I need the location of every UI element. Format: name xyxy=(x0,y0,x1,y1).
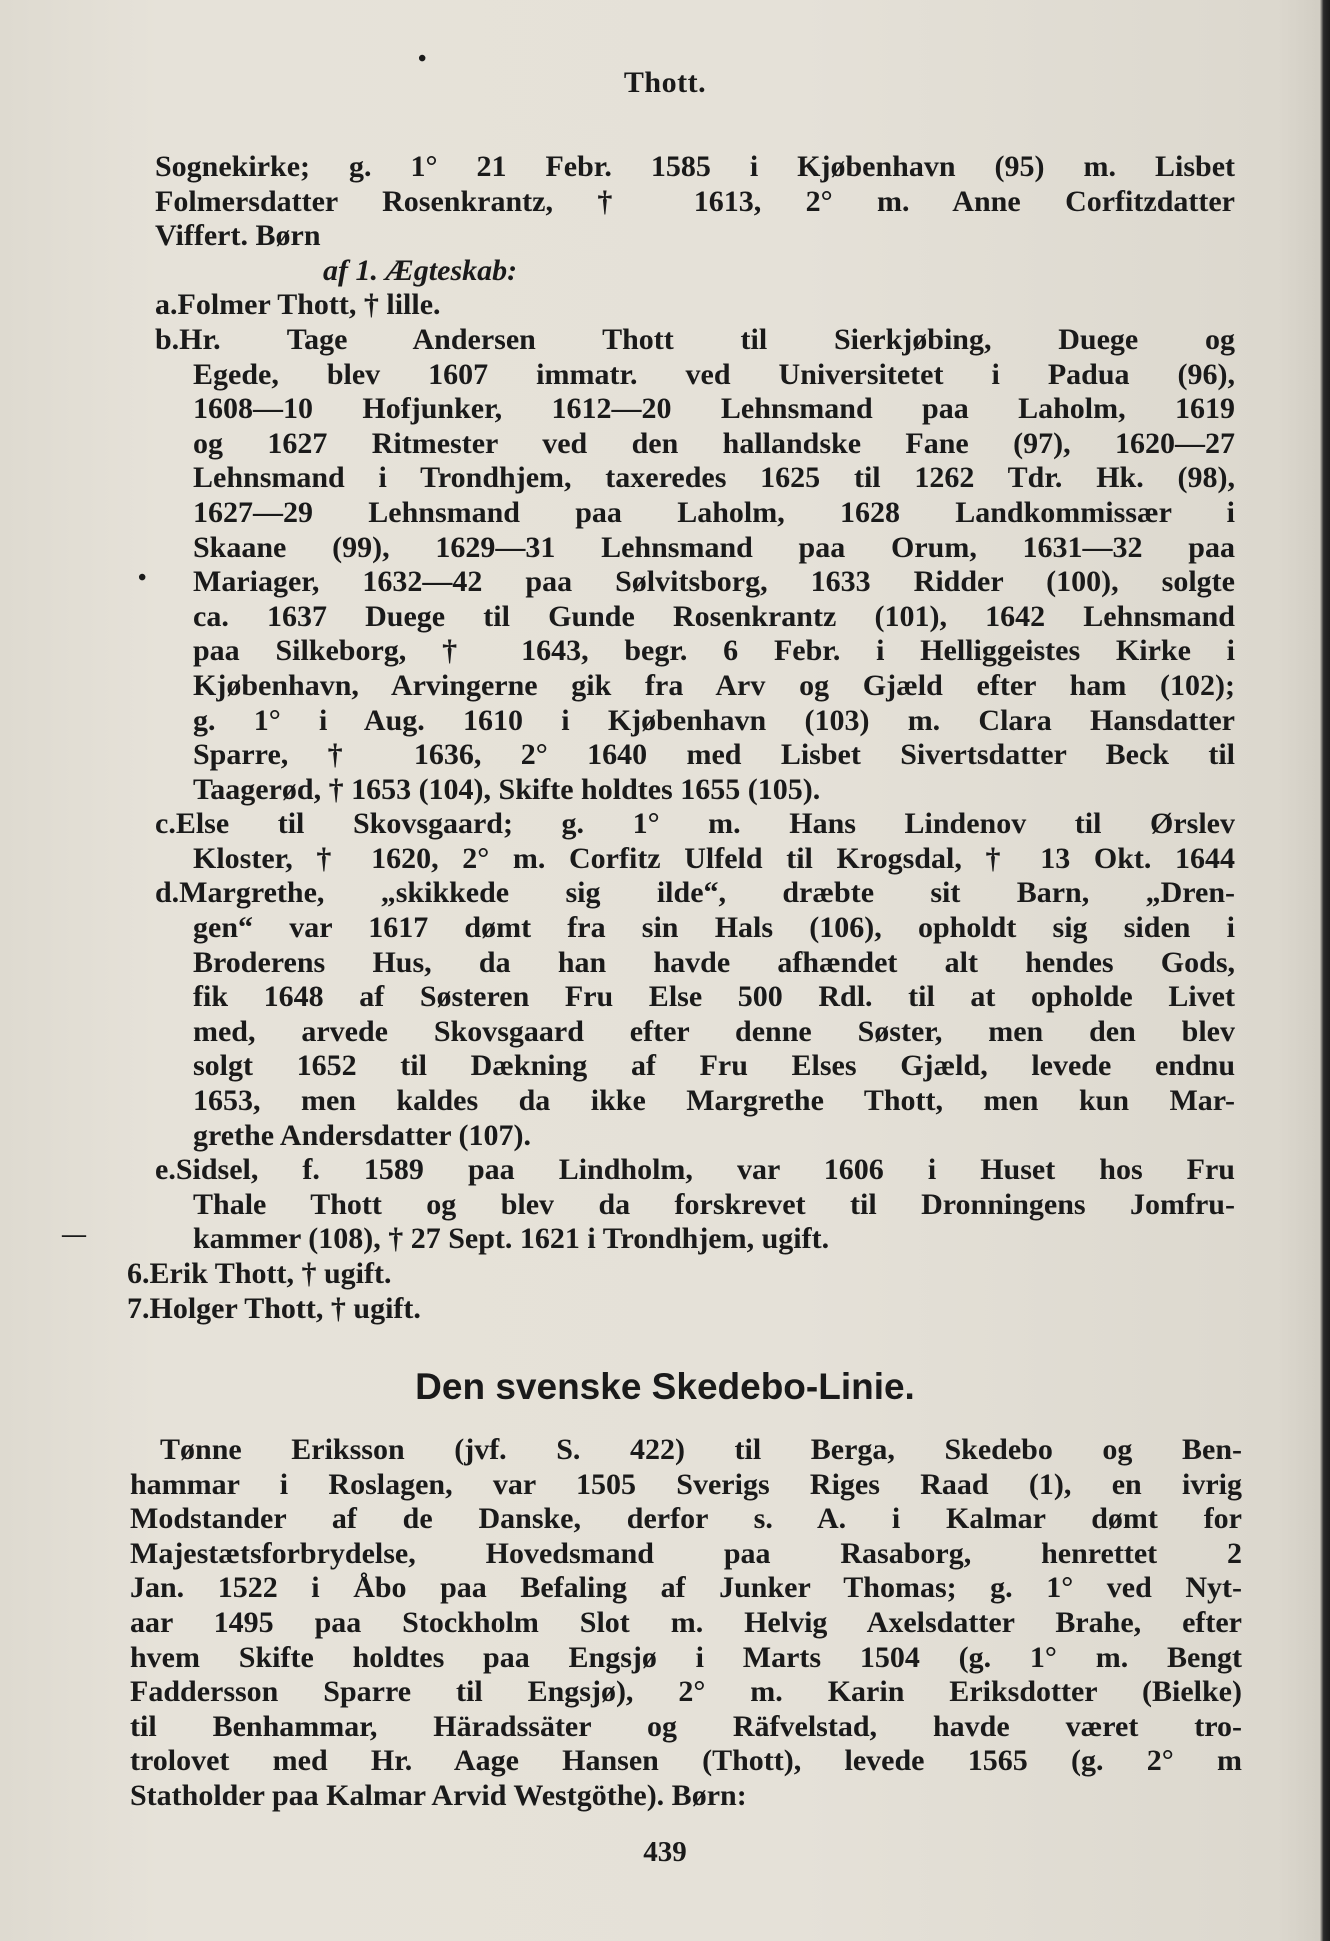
paragraph-line: Faddersson Sparre til Engsjø), 2° m. Karin Eriksdotter (Bielke) xyxy=(130,1675,1242,1709)
child-entry-line: Egede, blev 1607 immatr. ved Universitetet i Padua (96), xyxy=(193,357,1235,391)
child-entry-line: Taagerød, † 1653 (104), Skifte holdtes 1655 (105). xyxy=(193,772,821,806)
upper-text-block xyxy=(127,150,1235,1326)
child-entry-line: Sparre, † 1636, 2° 1640 med Lisbet Sivertsdatter Beck til xyxy=(193,738,1235,772)
intro-line: Viffert. Børn xyxy=(155,219,321,253)
margin-dash: — xyxy=(62,1222,86,1248)
marriage-subheading: af 1. Ægteskab: xyxy=(323,253,518,287)
paragraph-line: aar 1495 paa Stockholm Slot m. Helvig Axelsdatter Brahe, efter xyxy=(130,1605,1242,1639)
child-entry-line: kammer (108), † 27 Sept. 1621 i Trondhjem, ugift. xyxy=(193,1222,830,1256)
child-entry-line: 1653, men kaldes da ikke Margrethe Thott, men kun Mar- xyxy=(193,1084,1235,1118)
child-entry-line: Skaane (99), 1629—31 Lehnsmand paa Orum, 1631—32 paa xyxy=(193,530,1235,564)
child-entry-line: a.Folmer Thott, † lille. xyxy=(155,288,441,322)
paragraph-line: til Benhammar, Häradssäter og Räfvelstad, havde været tro- xyxy=(130,1709,1242,1743)
paragraph-line: Majestætsforbrydelse, Hovedsmand paa Rasaborg, henrettet 2 xyxy=(130,1536,1242,1570)
child-entry-line: Kloster, † 1620, 2° m. Corfitz Ulfeld til Krogsdal, † 13 Okt. 1644 xyxy=(193,841,1235,875)
paragraph-line: Statholder paa Kalmar Arvid Westgöthe). Børn: xyxy=(130,1778,747,1812)
lower-paragraph xyxy=(130,1433,1242,1814)
paragraph-line: Modstander af de Danske, derfor s. A. i Kalmar dømt for xyxy=(130,1502,1242,1536)
child-entry-line: Thale Thott og blev da forskrevet til Dronningens Jomfru- xyxy=(193,1187,1235,1221)
child-entry-line: solgt 1652 til Dækning af Fru Elses Gjæld, levede endnu xyxy=(193,1049,1235,1083)
child-entry-line: med, arvede Skovsgaard efter denne Søster, men den blev xyxy=(193,1014,1235,1048)
page-edge xyxy=(1320,0,1330,1941)
paragraph-line: Tønne Eriksson (jvf. S. 422) til Berga, Skedebo og Ben- xyxy=(160,1433,1242,1466)
child-entry-line: b.Hr. Tage Andersen Thott til Sierkjøbing, Duege og xyxy=(155,322,1235,356)
child-entry-line: Broderens Hus, da han havde afhændet alt hendes Gods, xyxy=(193,945,1235,979)
sibling-entry-line: 7.Holger Thott, † ugift. xyxy=(127,1291,421,1325)
child-entry-line: c.Else til Skovsgaard; g. 1° m. Hans Lindenov til Ørslev xyxy=(155,807,1235,841)
child-entry-line: g. 1° i Aug. 1610 i Kjøbenhavn (103) m. Clara Hansdatter xyxy=(193,703,1235,737)
child-entry-line: grethe Andersdatter (107). xyxy=(193,1118,531,1152)
child-entry-line: gen“ var 1617 dømt fra sin Hals (106), opholdt sig siden i xyxy=(193,911,1235,945)
child-entry-line: d.Margrethe, „skikkede sig ilde“, dræbte sit Barn, „Dren- xyxy=(155,876,1235,910)
paragraph-line: hammar i Roslagen, var 1505 Sverigs Riges Raad (1), en ivrig xyxy=(130,1467,1242,1501)
intro-line: Sognekirke; g. 1° 21 Febr. 1585 i Kjøbenhavn (95) m. Lisbet xyxy=(155,150,1235,183)
child-entry-line: e.Sidsel, f. 1589 paa Lindholm, var 1606 i Huset hos Fru xyxy=(155,1153,1235,1187)
child-entry-line: 1608—10 Hofjunker, 1612—20 Lehnsmand paa Laholm, 1619 xyxy=(193,392,1235,426)
child-entry-line: og 1627 Ritmester ved den hallandske Fane (97), 1620—27 xyxy=(193,426,1235,460)
margin-dot: • xyxy=(418,46,427,72)
child-entry-line: 1627—29 Lehnsmand paa Laholm, 1628 Landkommissær i xyxy=(193,495,1235,529)
paragraph-line: hvem Skifte holdtes paa Engsjø i Marts 1504 (g. 1° m. Bengt xyxy=(130,1640,1242,1674)
child-entry-line: ca. 1637 Duege til Gunde Rosenkrantz (101), 1642 Lehnsmand xyxy=(193,599,1235,633)
running-header: Thott. xyxy=(623,66,707,99)
margin-dot: • xyxy=(138,565,147,591)
child-entry-line: Mariager, 1632—42 paa Sølvitsborg, 1633 Ridder (100), solgte xyxy=(193,565,1235,599)
intro-line: Folmersdatter Rosenkrantz, † 1613, 2° m. Anne Corfitzdatter xyxy=(155,184,1235,218)
sibling-entry-line: 6.Erik Thott, † ugift. xyxy=(127,1257,392,1290)
child-entry-line: Lehnsmand i Trondhjem, taxeredes 1625 til 1262 Tdr. Hk. (98), xyxy=(193,461,1235,495)
child-entry-line: fik 1648 af Søsteren Fru Else 500 Rdl. til at opholde Livet xyxy=(193,980,1235,1014)
child-entry-line: Kjøbenhavn, Arvingerne gik fra Arv og Gjæld efter ham (102); xyxy=(193,668,1235,702)
child-entry-line: paa Silkeborg, † 1643, begr. 6 Febr. i Helliggeistes Kirke i xyxy=(193,634,1235,668)
section-title: Den svenske Skedebo-Linie. xyxy=(415,1366,915,1407)
paragraph-line: trolovet med Hr. Aage Hansen (Thott), levede 1565 (g. 2° m xyxy=(130,1744,1242,1778)
paragraph-line: Jan. 1522 i Åbo paa Befaling af Junker Thomas; g. 1° ved Nyt- xyxy=(130,1571,1242,1605)
page-number: 439 xyxy=(643,1836,687,1868)
